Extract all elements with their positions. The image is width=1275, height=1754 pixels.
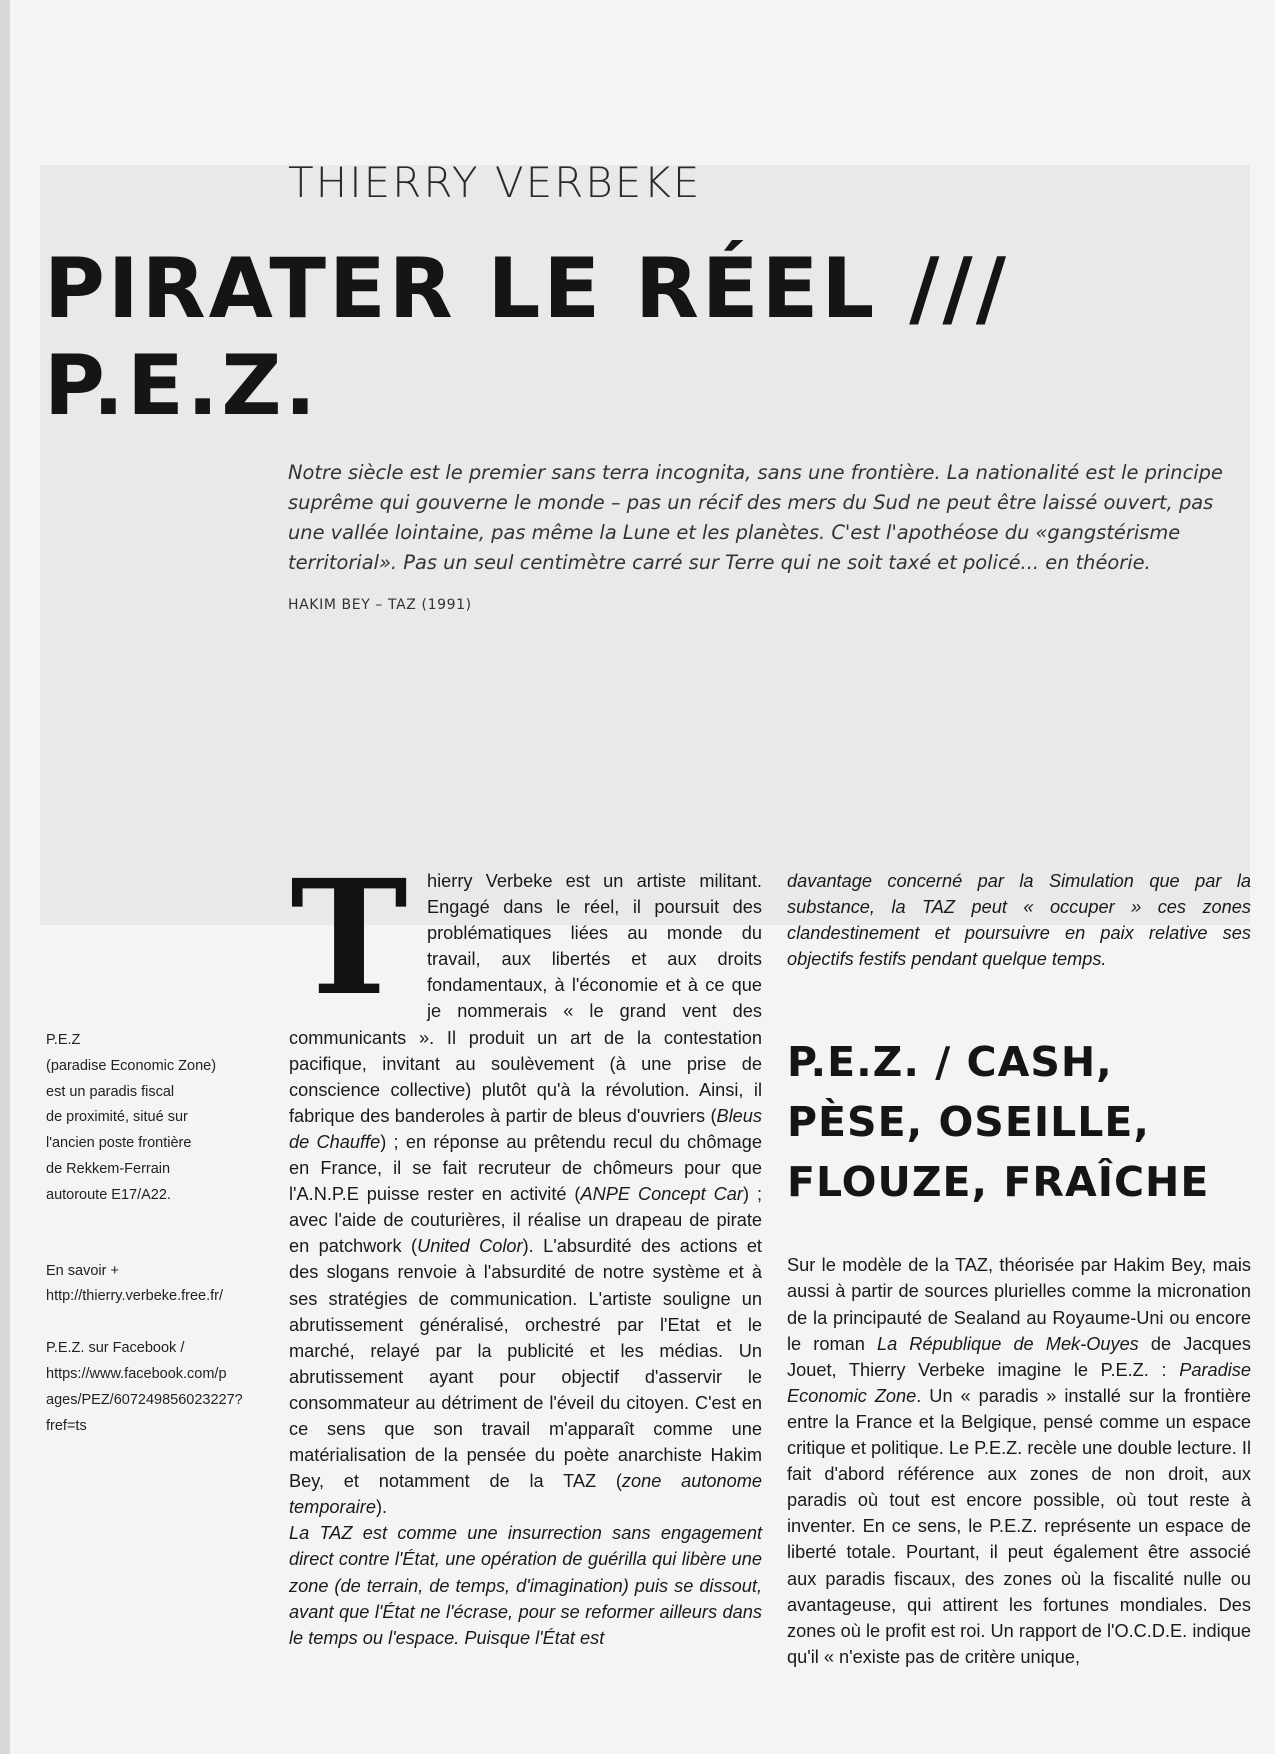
text-run: Sur le modèle de la TAZ, théorisée par Hakim Bey, mais aussi à partir de sources plurielles comme la micronation de la principauté de Sealand au Royaume-Uni ou encore le roman: [787, 1255, 1251, 1354]
section-heading-line: P.E.Z. / CASH,: [787, 1038, 1113, 1087]
epigraph-text: Notre siècle est le premier sans terra incognita, sans une frontière. La nationalité est le principe suprême qui gouverne le monde – pas un récif des mers du Sud ne peut être laissé ouvert, pas une vallée lointaine, pas même la Lune et les planètes. C'est l'apothéose du «gangstérisme territorial». Pas un seul centimètre carré sur Terre qui ne soit taxé et policé... en théorie.: [288, 461, 1223, 574]
section-heading-line: FLOUZE, FRAÎCHE: [787, 1158, 1210, 1207]
text-run: ).: [375, 1497, 388, 1518]
work-title: ANPE Concept Car: [580, 1184, 743, 1205]
sidebar-line: P.E.Z: [46, 1032, 81, 1048]
text-run: . Un « paradis » installé sur la frontière entre la France et la Belgique, pensé comme un espace critique et politique. Le P.E.Z. recèle une double lecture. Il fait d'abord référence aux zones de non droit, aux paradis où tout est encore possible, où tout reste à inventer. En ce sens, le P.E.Z. représente un espace de liberté totale. Pourtant, il peut également être associé aux paradis fiscaux, des zones où la fiscalité nulle ou avantageuse, qui attirent les fortunes mondiales. Des zones où le profit est roi. Un rapport de l'O.C.D.E. indique qu'il « n'existe pas de critère unique,: [787, 1385, 1251, 1667]
text-run: ) ; en réponse au prêtendu recul du chômage en France, il se fait recruteur de chômeurs pour que l'A.N.P.E puisse rester en activité (: [289, 1131, 763, 1205]
epigraph-source: HAKIM BEY – TAZ (1991): [288, 597, 472, 613]
sidebar-line: En savoir +: [46, 1262, 119, 1279]
work-title: Bleus de Chauffe: [289, 1105, 762, 1152]
page-spine-shadow: [0, 0, 10, 1754]
facebook-link[interactable]: https://www.facebook.com/p: [46, 1365, 227, 1382]
body-column-right: [787, 868, 1251, 1670]
sidebar-facebook: [46, 1336, 271, 1439]
article-title: PIRATER LE RÉEL /// P.E.Z.: [44, 240, 1010, 434]
section-heading-line: PÈSE, OSEILLE,: [787, 1098, 1150, 1147]
body-column-middle: [289, 846, 763, 1651]
facebook-link[interactable]: ages/PEZ/607249856023227?: [46, 1391, 243, 1408]
sidebar-line: P.E.Z. sur Facebook /: [46, 1340, 185, 1357]
term-italic: zone autonome temporaire: [289, 1471, 763, 1518]
quote-continuation: davantage concerné par la Simulation que par la substance, la TAZ peut « occuper » ces zones clandestinement et poursuivre en paix relative ses objectifs festifs pendant quelque temps.: [787, 871, 1251, 970]
text-run: de Jacques Jouet, Thierry Verbeke imagine le P.E.Z. :: [787, 1333, 1251, 1380]
body-paragraph: [787, 1252, 1251, 1670]
sidebar-line: l'ancien poste frontière: [46, 1135, 192, 1152]
sidebar-line: autoroute E17/A22.: [46, 1186, 171, 1203]
sidebar-line: est un paradis fiscal: [46, 1083, 175, 1100]
sidebar-line: de Rekkem-Ferrain: [46, 1160, 171, 1177]
sidebar-notes: [46, 1028, 271, 1465]
text-run: ). L'absurdité des actions et des slogans renvoie à l'absurdité de notre système et à ses stratégies de communication. L'artiste souligne un abrutissement généralisé, orchestré par l'Etat et le marché, relayé par la publicité et les médias. Un abrutissement ayant pour objectif d'asservir le consommateur au détriment de l'éveil du citoyen. C'est en ce sens que son travail m'apparaît comme une matérialisation de la pensée du poète anarchiste Hakim Bey, et notamment de la TAZ (: [289, 1236, 762, 1492]
drop-cap: T: [290, 846, 408, 1031]
facebook-link[interactable]: fref=ts: [46, 1417, 87, 1434]
sidebar-pez-note: [46, 1028, 271, 1209]
sidebar-line: de proximité, situé sur: [46, 1109, 188, 1126]
quote-paragraph: La TAZ est comme une insurrection sans engagement direct contre l'État, une opération de guérilla qui libère une zone (de terrain, de temps, d'imagination) puis se dissout, avant que l'État ne l'écrase, pour se reformer ailleurs dans le temps ou l'espace. Puisque l'État est: [289, 1523, 762, 1648]
sidebar-more-info: [46, 1259, 271, 1311]
website-link[interactable]: http://thierry.verbeke.free.fr/: [46, 1288, 224, 1305]
work-title: La République de Mek-Ouyes: [876, 1333, 1139, 1354]
text-run: hierry Verbeke est un artiste militant. Engagé dans le réel, il poursuit des problématiques liées au monde du travail, aux libertés et aux droits fondamentaux, à l'économie et à ce que je nommerais « le grand vent des communicants ». Il produit un art de la contestation pacifique, invitant au soulèvement (à une prise de conscience collective) plutôt qu'à la révolution. Ainsi, il fabrique des banderoles à partir de bleus d'ouvriers (: [289, 871, 762, 1126]
term-italic: Paradise Economic Zone: [787, 1359, 1251, 1406]
sidebar-line: (paradise Economic Zone): [46, 1057, 217, 1074]
text-run: ) ; avec l'aide de couturières, il réalise un drapeau de pirate en patchwork (: [289, 1184, 762, 1257]
epigraph: [288, 458, 1238, 620]
work-title: United Color: [417, 1236, 523, 1257]
article-author: THIERRY VERBEKE: [288, 158, 702, 207]
section-heading: [787, 1032, 1251, 1212]
